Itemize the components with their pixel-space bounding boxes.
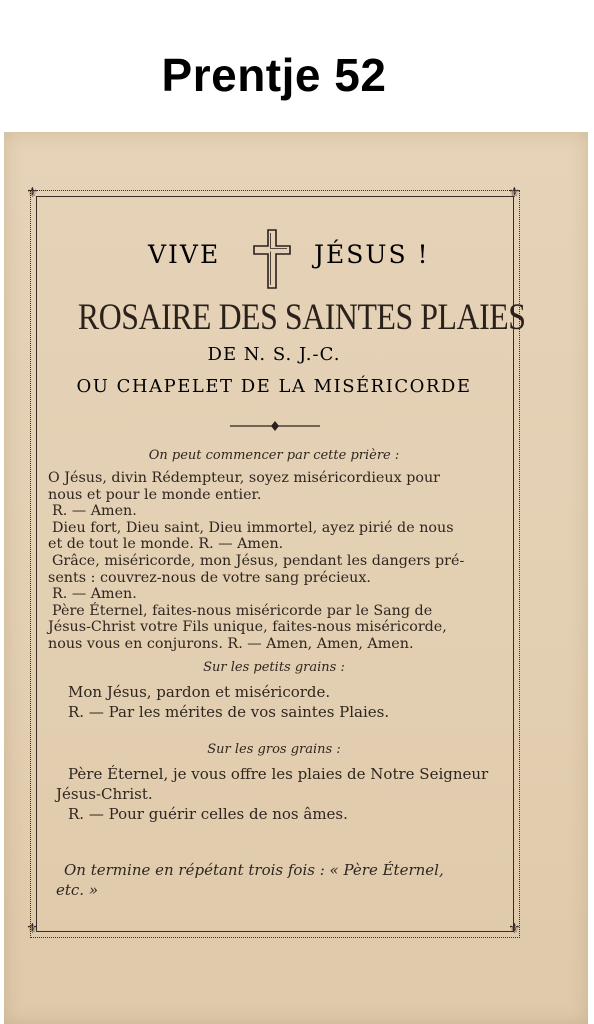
large-grains-line: Jésus-Christ. bbox=[56, 785, 153, 803]
prayer-line: O Jésus, divin Rédempteur, soyez miséricordieux pour bbox=[48, 470, 441, 486]
small-grains-line: Mon Jésus, pardon et miséricorde. bbox=[68, 683, 331, 701]
prayer-line: sents : couvrez-nous de votre sang précieux. bbox=[48, 569, 371, 586]
large-grains-heading: Sur les gros grains : bbox=[207, 742, 341, 757]
fleur-de-lis-corner-icon: ⚜ bbox=[508, 921, 521, 937]
intro-instruction: On peut commencer par cette prière : bbox=[148, 448, 400, 463]
prayer-line: R. — Amen. bbox=[52, 503, 137, 520]
closing-line: etc. » bbox=[56, 881, 99, 899]
subtitle-line-1: DE N. S. J.-C. bbox=[207, 344, 341, 365]
small-grains-heading: Sur les petits grains : bbox=[203, 660, 345, 675]
prayer-line: nous vous en conjurons. R. — Amen, Amen, Amen. bbox=[48, 635, 414, 652]
prayer-line: R. — Amen. bbox=[52, 586, 137, 603]
large-grains-prayer bbox=[56, 764, 496, 824]
small-grains-line: R. — Par les mérites de vos saintes Plaies. bbox=[68, 703, 390, 721]
opening-prayer bbox=[48, 470, 500, 653]
closing-line: On termine en répétant trois fois : « Père Éternel, bbox=[64, 861, 444, 879]
page-heading: Prentje 52 bbox=[161, 49, 387, 101]
card-title: ROSAIRE DES SAINTES PLAIES bbox=[77, 297, 526, 338]
small-grains-prayer bbox=[68, 682, 488, 722]
prayer-line: et de tout le monde. R. — Amen. bbox=[48, 536, 284, 553]
prayer-line: Jésus-Christ votre Fils unique, faites-nous miséricorde, bbox=[48, 619, 447, 636]
prayer-line: Père Éternel, faites-nous miséricorde par le Sang de bbox=[52, 602, 433, 619]
cross-icon bbox=[252, 228, 292, 290]
fleur-de-lis-corner-icon: ⚜ bbox=[26, 185, 39, 201]
prayer-line: Grâce, miséricorde, mon Jésus, pendant les dangers pré- bbox=[52, 552, 465, 569]
subtitle-line-2: OU CHAPELET DE LA MISÉRICORDE bbox=[76, 376, 472, 397]
prayer-line: nous et pour le monde entier. bbox=[48, 486, 262, 503]
large-grains-line: R. — Pour guérir celles de nos âmes. bbox=[68, 805, 348, 823]
ornamental-divider bbox=[228, 420, 322, 432]
large-grains-line: Père Éternel, je vous offre les plaies de Notre Seigneur bbox=[68, 765, 489, 783]
vive-text: VIVE bbox=[148, 240, 221, 269]
prayer-line: Dieu fort, Dieu saint, Dieu immortel, ayez pirié de nous bbox=[52, 519, 454, 536]
closing-instruction bbox=[56, 860, 502, 900]
jesus-text: JÉSUS ! bbox=[314, 240, 430, 269]
header-row bbox=[48, 226, 500, 292]
fleur-de-lis-corner-icon: ⚜ bbox=[508, 185, 521, 201]
fleur-de-lis-corner-icon: ⚜ bbox=[26, 921, 39, 937]
